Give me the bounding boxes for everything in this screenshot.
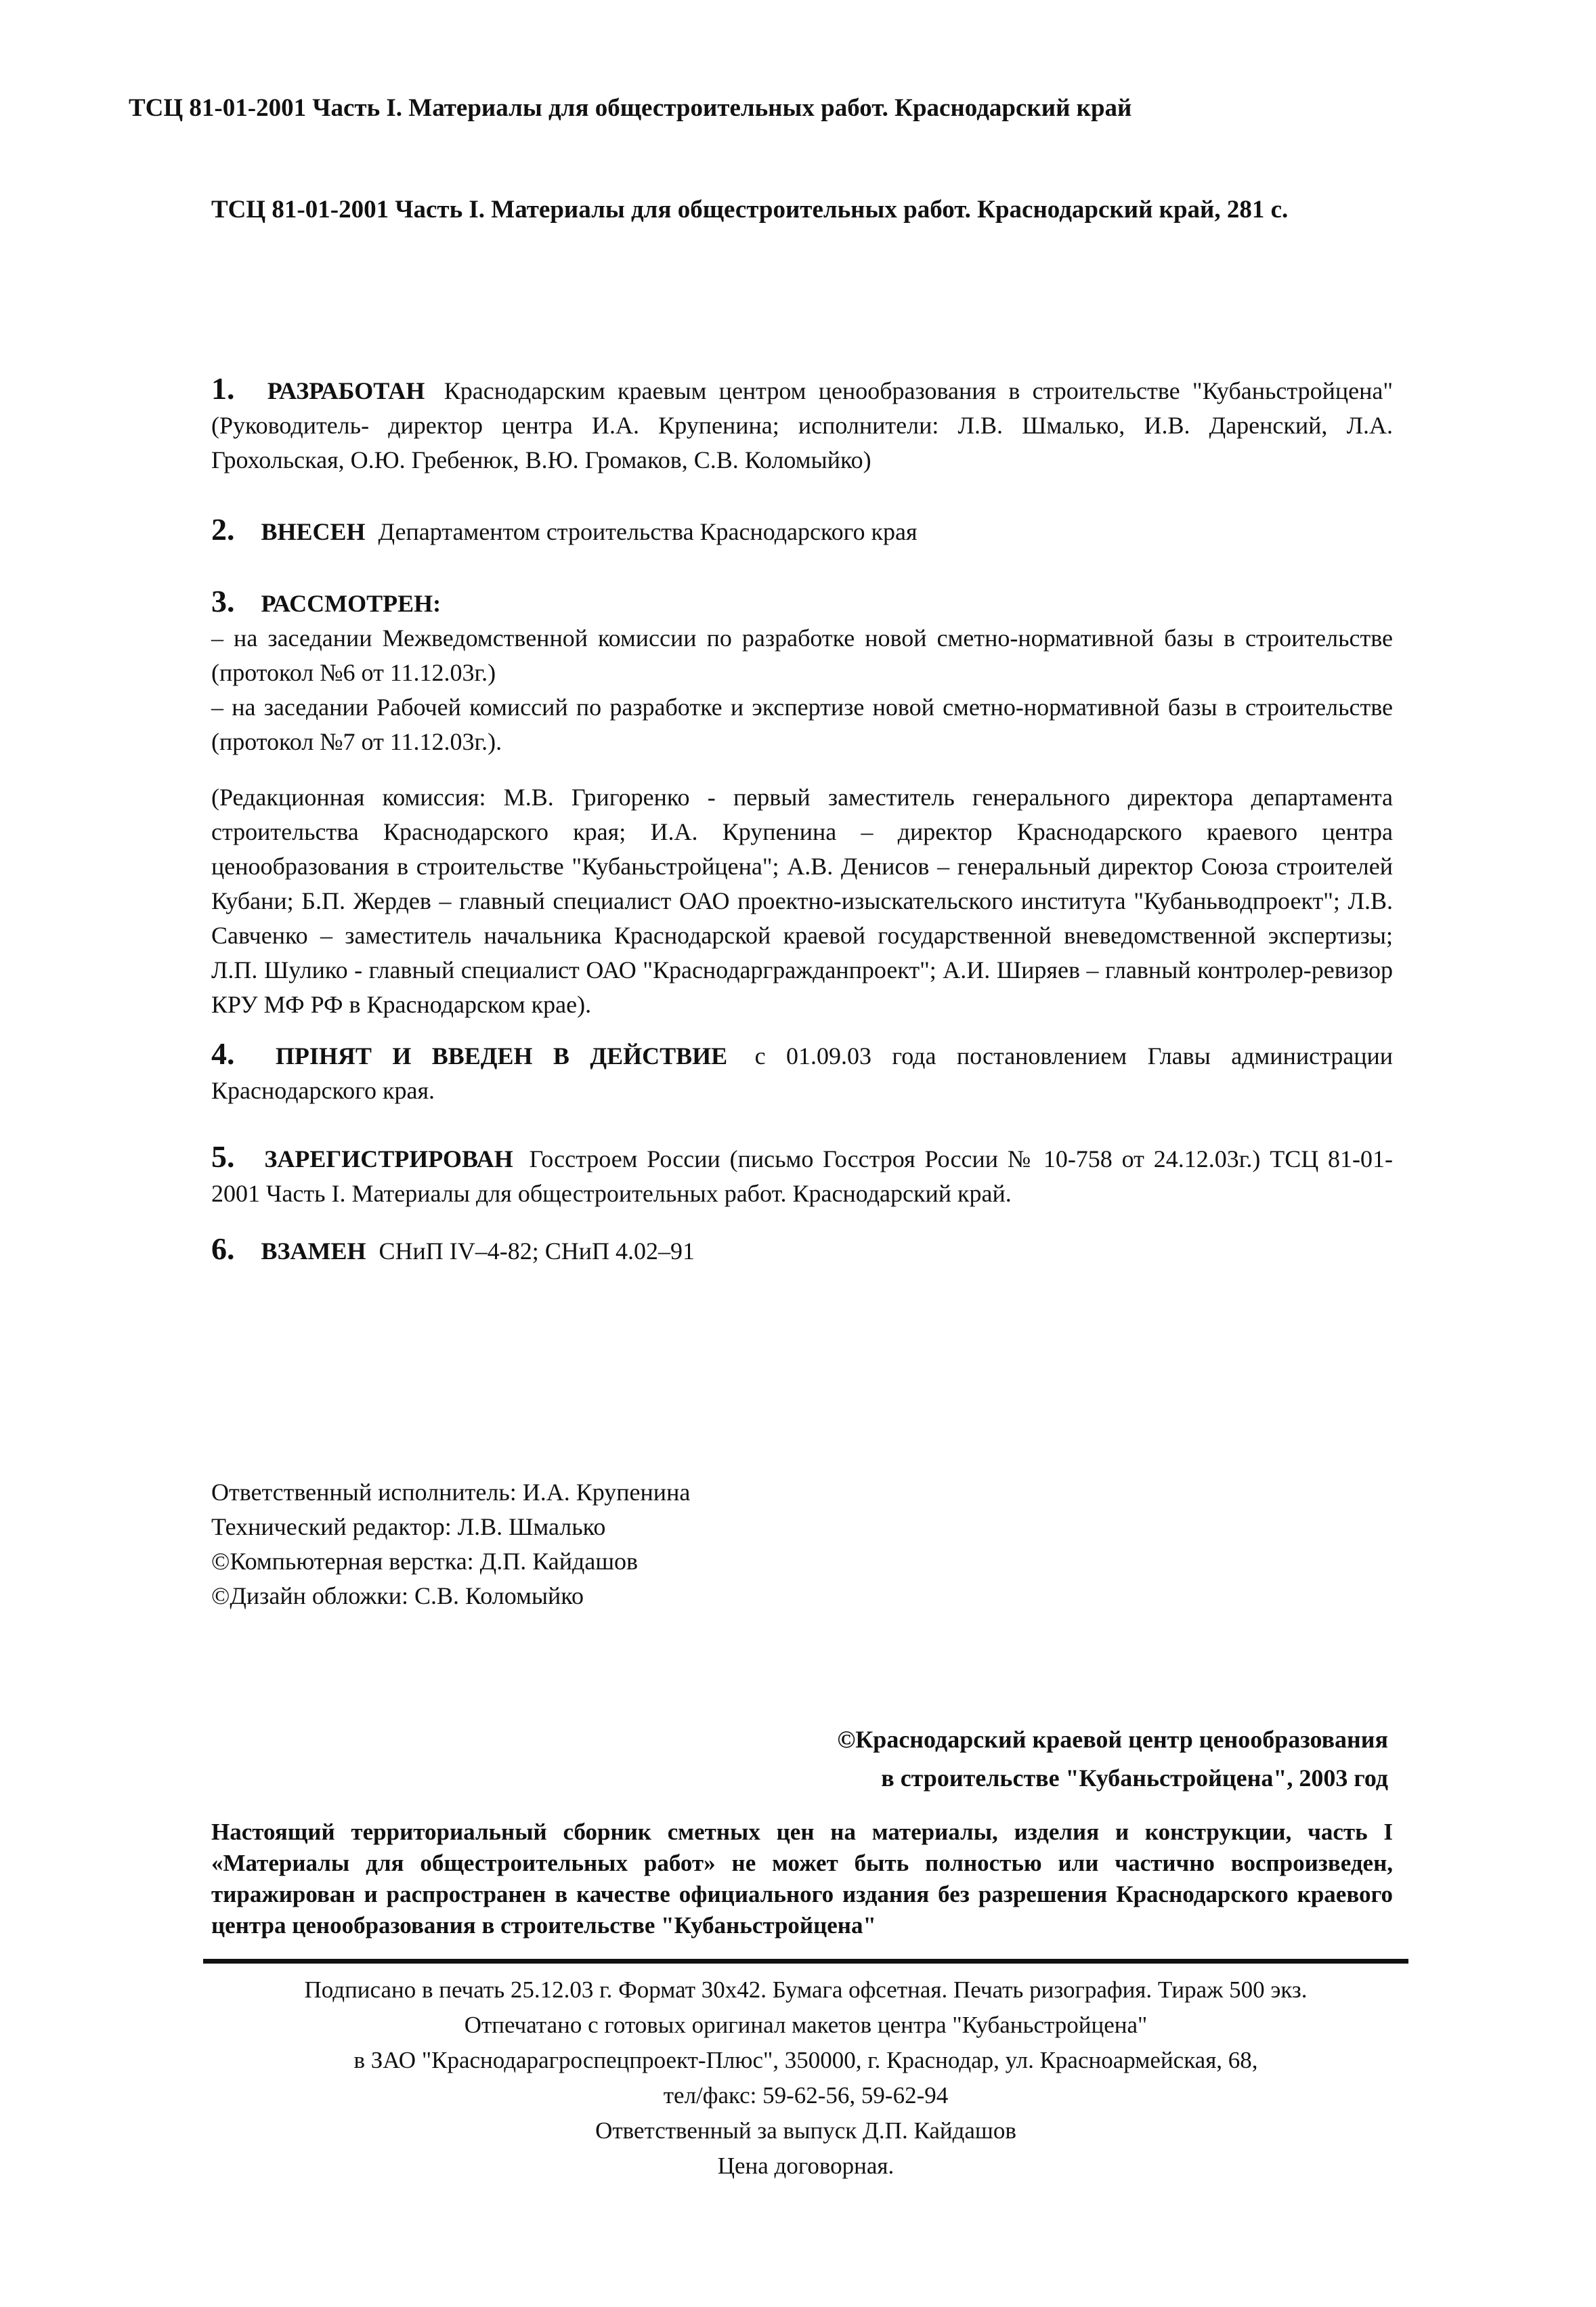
item-replaces [211,1231,1393,1269]
running-header: ТСЦ 81-01-2001 Часть I. Материалы для общестроительных работ. Краснодарский край [129,94,1132,122]
copyright-line: ©Краснодарский краевой центр ценообразования [837,1726,1388,1753]
item-keyword: ЗАРЕГИСТРИРОВАН [264,1145,513,1172]
copyright-line: в строительстве "Кубаньстройцена", 2003 год [881,1764,1388,1792]
item-number: 1. [211,371,235,406]
item-text: с 01.09.03 года постановлением Главы администрации Краснодарского края. [211,1042,1394,1104]
item-text: Госстроем России (письмо Госстроя России № 10-758 от 24.12.03г.) ТСЦ 81-01-2001 Часть I. Материалы для общестроительных работ. Краснодарский край. [211,1145,1394,1207]
item-submitted [211,512,1393,549]
divider [203,1959,1408,1964]
item-number: 2. [211,512,235,547]
item-developed [211,371,1393,478]
item-keyword: РАЗРАБОТАН [267,377,425,404]
item-number: 4. [211,1036,235,1071]
credit-line: Ответственный исполнитель: И.А. Крупенина [211,1479,691,1506]
copyright-block [745,1720,1388,1798]
bibliographic-line: ТСЦ 81-01-2001 Часть I. Материалы для общестроительных работ. Краснодарский край, 281 с. [211,196,1289,224]
item-keyword: ВЗАМЕН [261,1237,366,1265]
credits-block [211,1475,690,1613]
credit-line: ©Компьютерная верстка: Д.П. Кайдашов [211,1548,639,1575]
review-entry: – на заседании Рабочей комиссий по разработке и экспертизе новой сметно-нормативной базы в строительстве (протокол №7 от 11.12.03г.). [211,694,1393,755]
credit-line: Технический редактор: Л.В. Шмалько [211,1513,606,1540]
imprint-line: тел/факс: 59-62-56, 59-62-94 [663,2082,949,2109]
imprint-line: Ответственный за выпуск Д.П. Кайдашов [595,2117,1016,2144]
item-number: 5. [211,1139,235,1174]
item-reviewed [211,584,1393,759]
item-registered [211,1139,1393,1211]
item-number: 3. [211,584,235,618]
imprint-line: Отпечатано с готовых оригинал макетов центра "Кубаньстройцена" [464,2012,1148,2038]
editorial-commission-note: (Редакционная комиссия: М.В. Григоренко - первый заместитель генерального директора департамента строительства Краснодарского края; И.А. Крупенина – директор Краснодарского краевого центра ценообразования в строительстве "Кубаньстройцена"; А.В. Денисов – генеральный директор Союза строителей Кубани; Б.П. Жердев – главный специалист ОАО проектно-изыскательского института "Кубаньводпроект"; Л.В. Савченко – заместитель начальника Краснодарской краевой государственной вневедомственной экспертизы; Л.П. Шулико - главный специалист ОАО "Краснодаргражданпроект"; А.И. Ширяев – главный контролер-ревизор КРУ МФ РФ в Краснодарском крае). [211,784,1393,1018]
imprint-block [203,1972,1408,2184]
item-keyword: ПРІНЯТ И ВВЕДЕН В ДЕЙСТВИЕ [275,1042,728,1070]
imprint-line: Подписано в печать 25.12.03 г. Формат 30х42. Бумага офсетная. Печать ризография. Тираж 500 экз. [304,1976,1308,2003]
item-number: 6. [211,1231,235,1266]
item-keyword: ВНЕСЕН [261,518,366,545]
review-entry: – на заседании Межведомственной комиссии по разработке новой сметно-нормативной базы в строительстве (протокол №6 от 11.12.03г.) [211,625,1393,686]
item-adopted [211,1036,1393,1108]
credit-line: ©Дизайн обложки: С.В. Коломыйко [211,1582,584,1609]
item-keyword: РАССМОТРЕН: [261,590,441,617]
imprint-line: в ЗАО "Краснодарагроспецпроект-Плюс", 350000, г. Краснодар, ул. Красноармейская, 68, [353,2047,1258,2073]
item-text: СНиП IV–4-82; СНиП 4.02–91 [379,1237,695,1265]
item-text: Краснодарским краевым центром ценообразования в строительстве "Кубаньстройцена" (Руководитель- директор центра И.А. Крупенина; исполнители: Л.В. Шмалько, И.В. Даренский, Л.А. Грохольская, О.Ю. Гребенюк, В.Ю. Громаков, С.В. Коломыйко) [211,377,1394,473]
reproduction-notice: Настоящий территориальный сборник сметных цен на материалы, изделия и конструкции, часть I «Материалы для общестроительных работ» не может быть полностью или частично воспроизведен, тиражирован и распространен в качестве официального издания без разрешения Краснодарского краевого центра ценообразования в строительстве "Кубаньстройцена" [211,1819,1393,1939]
imprint-line: Цена договорная. [717,2153,894,2179]
item-text: Департаментом строительства Краснодарского края [378,518,918,545]
